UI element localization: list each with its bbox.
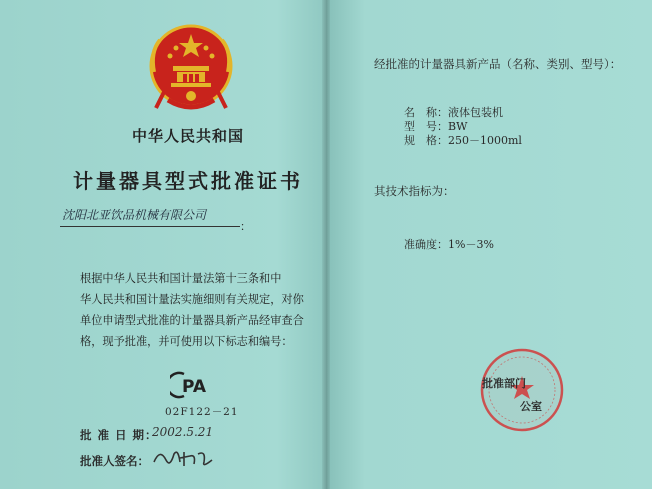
- approval-date-value: 2002.5.21: [152, 425, 214, 439]
- certificate-body-text: [80, 268, 320, 352]
- company-name: 沈阳北亚饮品机械有限公司: [62, 208, 207, 222]
- product-row-label: 名 称：: [404, 106, 448, 119]
- page-fold: [322, 0, 330, 489]
- product-row-value: BW: [448, 120, 468, 133]
- product-row-label: 规 格：: [404, 134, 448, 147]
- national-emblem-icon: [146, 22, 236, 114]
- company-underline: [60, 226, 240, 227]
- cpa-mark-icon: [170, 371, 222, 399]
- certificate-number: 02F122－21: [165, 406, 239, 418]
- svg-text:PA: PA: [182, 377, 207, 397]
- product-row-label: 型 号：: [404, 120, 448, 133]
- product-row-value: 液体包装机: [448, 106, 503, 119]
- seal-office-text: 批准部门: [482, 377, 526, 390]
- body-line: 格，现予批准，并可使用以下标志和编号：: [80, 335, 293, 348]
- accuracy-label: 准确度：: [404, 238, 448, 251]
- product-row-value: 250－1000ml: [448, 134, 522, 147]
- accuracy-value: 1%－3%: [448, 238, 494, 251]
- handwritten-signature: [150, 444, 220, 472]
- seal-office-text-2: 公室: [520, 400, 542, 413]
- product-heading: 经批准的计量器具新产品（名称、类别、型号）：: [374, 57, 622, 71]
- company-colon: ：: [240, 220, 251, 233]
- tech-heading: 其技术指标为：: [374, 184, 455, 198]
- certificate-title: 计量器具型式批准证书: [73, 169, 303, 193]
- body-line: 华人民共和国计量法实施细则有关规定，对你: [80, 293, 304, 306]
- body-line: 根据中华人民共和国计量法第十三条和中: [80, 272, 282, 285]
- accuracy-row: [404, 236, 494, 252]
- country-name: 中华人民共和国: [131, 127, 244, 145]
- approval-date-label: 批 准 日 期：: [80, 428, 158, 442]
- body-line: 单位申请型式批准的计量器具新产品经审查合: [80, 314, 304, 327]
- product-row-spec: [404, 132, 522, 148]
- approver-label: 批准人签名：: [80, 454, 149, 468]
